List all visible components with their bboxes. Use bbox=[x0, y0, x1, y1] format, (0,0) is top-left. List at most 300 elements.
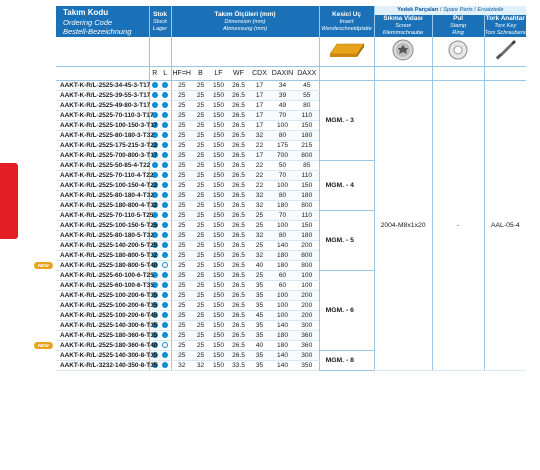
dim-b-cell: 25 bbox=[192, 111, 209, 121]
dim-hf-cell: 25 bbox=[171, 251, 192, 261]
dim-lf-cell: 150 bbox=[209, 311, 228, 321]
ordering-code bbox=[56, 321, 158, 331]
spare-parts-tr: Yedek Parçaları bbox=[397, 7, 439, 14]
col-header-lf: LF bbox=[209, 67, 228, 81]
in-stock-dot-icon bbox=[162, 82, 168, 88]
ordering-code bbox=[56, 361, 158, 371]
pin-image bbox=[432, 37, 484, 67]
dim-daxx-cell: 360 bbox=[295, 341, 319, 351]
dim-daxin-cell: 80 bbox=[270, 191, 295, 201]
screw-icon bbox=[390, 37, 416, 63]
col-header-r: R bbox=[149, 67, 160, 81]
ordering-code-text: AAKT-K-R/L-2525-700-800-3-T17 bbox=[60, 152, 158, 160]
dim-daxin-cell: 34 bbox=[270, 81, 295, 91]
dim-cdx-cell: 17 bbox=[249, 111, 270, 121]
tool-rows bbox=[38, 81, 526, 371]
dim-wf-cell: 26.5 bbox=[228, 121, 249, 131]
ordering-code bbox=[38, 261, 158, 271]
stock-l-cell bbox=[160, 81, 171, 91]
ordering-code-text: AAKT-K-R/L-2525-39-55-3-T17 bbox=[60, 92, 151, 100]
dim-hf-cell: 25 bbox=[171, 341, 192, 351]
dim-wf-cell: 26.5 bbox=[228, 291, 249, 301]
dim-daxx-cell: 360 bbox=[295, 331, 319, 341]
ordering-code-text: AAKT-K-R/L-2525-50-85-4-T22 bbox=[60, 162, 151, 170]
stock-r-cell bbox=[149, 161, 160, 171]
in-stock-dot-icon bbox=[162, 352, 168, 358]
spare-parts-en: Spare Parts bbox=[443, 7, 473, 14]
tool-spec-table bbox=[38, 6, 540, 371]
stock-l-cell bbox=[160, 321, 171, 331]
col-header-b: B bbox=[192, 67, 209, 81]
dim-wf-cell: 26.5 bbox=[228, 341, 249, 351]
dim-daxx-cell: 110 bbox=[295, 211, 319, 221]
dim-hf-cell: 25 bbox=[171, 171, 192, 181]
in-stock-dot-icon bbox=[162, 322, 168, 328]
dim-b-cell: 25 bbox=[192, 261, 209, 271]
ordering-code bbox=[56, 181, 158, 191]
dim-daxx-cell: 55 bbox=[295, 91, 319, 101]
dim-b-cell: 25 bbox=[192, 231, 209, 241]
pin-en: Stamp bbox=[449, 23, 467, 30]
dim-daxx-cell: 80 bbox=[295, 101, 319, 111]
dim-daxx-cell: 100 bbox=[295, 271, 319, 281]
dim-cdx-cell: 35 bbox=[249, 331, 270, 341]
dim-daxx-cell: 110 bbox=[295, 111, 319, 121]
stock-l-cell bbox=[160, 341, 171, 351]
ordering-code bbox=[56, 281, 154, 291]
dim-lf-cell: 150 bbox=[209, 151, 228, 161]
in-stock-dot-icon bbox=[152, 102, 158, 108]
dim-lf-cell: 150 bbox=[209, 191, 228, 201]
dim-wf-cell: 26.5 bbox=[228, 181, 249, 191]
dim-lf-cell: 150 bbox=[209, 161, 228, 171]
dim-hf-cell: 25 bbox=[171, 201, 192, 211]
ordering-code-header bbox=[56, 6, 149, 37]
key-en: Torx Key bbox=[494, 23, 517, 30]
dim-b-cell: 25 bbox=[192, 181, 209, 191]
ordering-code bbox=[56, 331, 158, 341]
ordering-code-text: AAKT-K-R/L-2525-34-45-3-T17 bbox=[60, 82, 151, 90]
dim-cdx-cell: 40 bbox=[249, 261, 270, 271]
dim-hf-cell: 25 bbox=[171, 161, 192, 171]
dim-wf-cell: 26.5 bbox=[228, 321, 249, 331]
dim-hf-cell: 25 bbox=[171, 141, 192, 151]
dim-daxx-cell: 350 bbox=[295, 361, 319, 371]
stock-l-cell bbox=[160, 351, 171, 361]
dim-daxx-cell: 800 bbox=[295, 151, 319, 161]
in-stock-dot-icon bbox=[162, 182, 168, 188]
stock-l-cell bbox=[160, 331, 171, 341]
stock-l-cell bbox=[160, 281, 171, 291]
ring-icon bbox=[445, 37, 471, 63]
dim-wf-cell: 26.5 bbox=[228, 221, 249, 231]
dim-lf-cell: 150 bbox=[209, 301, 228, 311]
dim-wf-cell: 26.5 bbox=[228, 201, 249, 211]
dim-daxin-cell: 60 bbox=[270, 281, 295, 291]
ordering-code-text: AAKT-K-R/L-2525-180-800-5-T32 bbox=[60, 252, 158, 260]
dim-cdx-cell: 35 bbox=[249, 321, 270, 331]
dim-daxx-cell: 215 bbox=[295, 141, 319, 151]
ordering-code bbox=[56, 171, 154, 181]
ordering-code-text: AAKT-K-R/L-2525-100-200-6-T35 bbox=[60, 302, 158, 310]
dim-hf-cell: 25 bbox=[171, 81, 192, 91]
dim-hf-cell: 25 bbox=[171, 211, 192, 221]
dim-daxin-cell: 70 bbox=[270, 211, 295, 221]
dim-daxx-cell: 150 bbox=[295, 221, 319, 231]
dim-b-cell: 25 bbox=[192, 291, 209, 301]
in-stock-dot-icon bbox=[152, 162, 158, 168]
screw-header bbox=[374, 15, 432, 37]
dim-cdx-cell: 22 bbox=[249, 181, 270, 191]
stock-l-cell bbox=[160, 131, 171, 141]
screw-de: Klemmschraube bbox=[382, 30, 424, 37]
dim-b-cell: 25 bbox=[192, 201, 209, 211]
dim-wf-cell: 26.5 bbox=[228, 301, 249, 311]
new-badge: NEW bbox=[34, 342, 53, 349]
dim-lf-cell: 150 bbox=[209, 91, 228, 101]
dim-cdx-cell: 22 bbox=[249, 161, 270, 171]
dim-lf-cell: 150 bbox=[209, 361, 228, 371]
section-tab-marker bbox=[0, 163, 18, 239]
in-stock-dot-icon bbox=[162, 172, 168, 178]
ordering-code bbox=[56, 291, 158, 301]
ordering-code-text: AAKT-K-R/L-2525-80-180-4-T32 bbox=[60, 192, 154, 200]
dim-lf-cell: 150 bbox=[209, 121, 228, 131]
dim-b-cell: 25 bbox=[192, 121, 209, 131]
dim-hf-cell: 25 bbox=[171, 101, 192, 111]
ordering-code bbox=[56, 151, 158, 161]
ordering-code bbox=[56, 161, 149, 171]
ordering-code bbox=[56, 301, 158, 311]
dim-daxin-cell: 180 bbox=[270, 251, 295, 261]
in-stock-dot-icon bbox=[162, 302, 168, 308]
insert-image bbox=[319, 37, 374, 67]
dim-hf-cell: 25 bbox=[171, 281, 192, 291]
dim-wf-cell: 26.5 bbox=[228, 81, 249, 91]
ordering-code-text: AAKT-K-R/L-2525-140-300-6-T35 bbox=[60, 322, 158, 330]
dim-daxx-cell: 300 bbox=[295, 351, 319, 361]
ordering-code-text: AAKT-K-R/L-2525-70-110-5-T25 bbox=[60, 212, 154, 220]
col-header-l: L bbox=[160, 67, 171, 81]
stock-l-cell bbox=[160, 111, 171, 121]
insert-header bbox=[319, 6, 374, 37]
dim-wf-cell: 26.5 bbox=[228, 241, 249, 251]
dim-lf-cell: 150 bbox=[209, 261, 228, 271]
dim-daxx-cell: 300 bbox=[295, 321, 319, 331]
in-stock-dot-icon bbox=[152, 92, 158, 98]
pin-de: Ring bbox=[452, 30, 464, 37]
in-stock-dot-icon bbox=[162, 212, 168, 218]
stock-header bbox=[149, 6, 171, 37]
dim-wf-cell: 26.5 bbox=[228, 141, 249, 151]
dim-lf-cell: 150 bbox=[209, 241, 228, 251]
dim-b-cell: 25 bbox=[192, 301, 209, 311]
dim-cdx-cell: 22 bbox=[249, 141, 270, 151]
col-header-pin bbox=[432, 67, 484, 81]
in-stock-dot-icon bbox=[162, 222, 168, 228]
dim-cdx-cell: 25 bbox=[249, 241, 270, 251]
dim-daxin-cell: 80 bbox=[270, 231, 295, 241]
in-stock-dot-icon bbox=[162, 272, 168, 278]
dim-hf-cell: 25 bbox=[171, 241, 192, 251]
in-stock-dot-icon bbox=[162, 362, 168, 368]
ordering-code-text: AAKT-K-R/L-2525-80-180-5-T32 bbox=[60, 232, 154, 240]
dim-daxx-cell: 150 bbox=[295, 121, 319, 131]
dim-daxx-cell: 200 bbox=[295, 311, 319, 321]
dim-lf-cell: 150 bbox=[209, 341, 228, 351]
stock-l-cell bbox=[160, 201, 171, 211]
ordering-code bbox=[56, 101, 149, 111]
dimension-header bbox=[171, 6, 319, 37]
in-stock-dot-icon bbox=[162, 282, 168, 288]
dim-lf-cell: 150 bbox=[209, 101, 228, 111]
dim-daxin-cell: 70 bbox=[270, 111, 295, 121]
dim-wf-cell: 26.5 bbox=[228, 231, 249, 241]
ordering-code-text: AAKT-K-R/L-2525-80-180-3-T32 bbox=[60, 132, 154, 140]
dim-wf-cell: 26.5 bbox=[228, 351, 249, 361]
dim-hf-cell: 25 bbox=[171, 191, 192, 201]
dim-lf-cell: 150 bbox=[209, 251, 228, 261]
dim-wf-cell: 26.5 bbox=[228, 111, 249, 121]
ordering-code-text: AAKT-K-R/L-2525-100-200-6-T45 bbox=[60, 312, 158, 320]
dim-wf-cell: 26.5 bbox=[228, 91, 249, 101]
dim-daxx-cell: 800 bbox=[295, 261, 319, 271]
in-stock-dot-icon bbox=[162, 102, 168, 108]
dim-daxx-cell: 180 bbox=[295, 231, 319, 241]
dim-daxin-cell: 49 bbox=[270, 101, 295, 111]
ordering-code-text: AAKT-K-R/L-2525-180-800-5-T40 bbox=[60, 262, 158, 270]
insert-en: Insert bbox=[339, 18, 354, 25]
column-header-row bbox=[56, 67, 526, 81]
dim-b-cell: 25 bbox=[192, 211, 209, 221]
spare-parts-de: Ersatzteile bbox=[477, 7, 504, 14]
dim-daxin-cell: 100 bbox=[270, 291, 295, 301]
dim-b-cell: 25 bbox=[192, 351, 209, 361]
ordering-code bbox=[56, 91, 149, 101]
ordering-code bbox=[56, 221, 158, 231]
stock-de: Lager bbox=[152, 25, 168, 32]
dim-daxin-cell: 140 bbox=[270, 321, 295, 331]
ordering-code bbox=[56, 241, 158, 251]
col-header-hf: HF=H bbox=[171, 67, 192, 81]
dim-daxin-cell: 100 bbox=[270, 181, 295, 191]
ordering-code bbox=[38, 341, 158, 351]
dim-hf-cell: 25 bbox=[171, 321, 192, 331]
dim-daxin-cell: 180 bbox=[270, 331, 295, 341]
dim-daxin-cell: 100 bbox=[270, 121, 295, 131]
col-header-wf: WF bbox=[228, 67, 249, 81]
col-header-daxin: DAXIN bbox=[270, 67, 295, 81]
dim-daxin-cell: 700 bbox=[270, 151, 295, 161]
dim-daxin-cell: 180 bbox=[270, 261, 295, 271]
dim-cdx-cell: 45 bbox=[249, 311, 270, 321]
on-order-ring-icon bbox=[162, 342, 168, 348]
dim-b-cell: 25 bbox=[192, 191, 209, 201]
col-header-code bbox=[56, 67, 149, 81]
ordering-code bbox=[56, 201, 158, 211]
ordering-code-text: AAKT-K-R/L-2525-180-800-4-T32 bbox=[60, 202, 158, 210]
dim-cdx-cell: 35 bbox=[249, 291, 270, 301]
dim-lf-cell: 150 bbox=[209, 281, 228, 291]
screw-part-value: 2004-M8x1x20 bbox=[374, 81, 432, 371]
in-stock-dot-icon bbox=[162, 162, 168, 168]
dim-b-cell: 25 bbox=[192, 101, 209, 111]
dim-daxin-cell: 140 bbox=[270, 361, 295, 371]
dim-lf-cell: 150 bbox=[209, 181, 228, 191]
ordering-code bbox=[56, 211, 154, 221]
ordering-code-text: AAKT-K-R/L-2525-180-360-6-T35 bbox=[60, 332, 158, 340]
ordering-code-text: AAKT-K-R/L-3232-140-350-8-T35 bbox=[60, 362, 158, 370]
dim-hf-cell: 25 bbox=[171, 91, 192, 101]
stock-l-cell bbox=[160, 271, 171, 281]
stock-l-cell bbox=[160, 251, 171, 261]
dim-hf-cell: 25 bbox=[171, 231, 192, 241]
dim-lf-cell: 150 bbox=[209, 211, 228, 221]
dim-daxx-cell: 85 bbox=[295, 161, 319, 171]
dim-cdx-cell: 17 bbox=[249, 121, 270, 131]
ordering-code-text: AAKT-K-R/L-2525-100-200-6-T35 bbox=[60, 292, 158, 300]
insert-icon bbox=[327, 40, 367, 60]
in-stock-dot-icon bbox=[162, 242, 168, 248]
dim-b-cell: 25 bbox=[192, 241, 209, 251]
dim-en: Dimension (mm) bbox=[224, 18, 266, 25]
dim-daxx-cell: 150 bbox=[295, 181, 319, 191]
dim-hf-cell: 25 bbox=[171, 291, 192, 301]
dim-wf-cell: 26.5 bbox=[228, 151, 249, 161]
pin-header bbox=[432, 15, 484, 37]
ordering-code-text: AAKT-K-R/L-2525-49-80-3-T17 bbox=[60, 102, 151, 110]
dim-cdx-cell: 35 bbox=[249, 281, 270, 291]
dim-daxx-cell: 110 bbox=[295, 171, 319, 181]
dim-hf-cell: 25 bbox=[171, 181, 192, 191]
dim-lf-cell: 150 bbox=[209, 81, 228, 91]
stock-l-cell bbox=[160, 301, 171, 311]
dim-b-cell: 25 bbox=[192, 221, 209, 231]
in-stock-dot-icon bbox=[162, 122, 168, 128]
key-header bbox=[484, 15, 540, 37]
dim-wf-cell: 26.5 bbox=[228, 171, 249, 181]
dim-daxin-cell: 50 bbox=[270, 161, 295, 171]
product-table-page bbox=[38, 6, 540, 371]
in-stock-dot-icon bbox=[162, 312, 168, 318]
dim-daxx-cell: 800 bbox=[295, 251, 319, 261]
insert-tr: Kesici Uç bbox=[332, 10, 361, 18]
dim-cdx-cell: 32 bbox=[249, 251, 270, 261]
in-stock-dot-icon bbox=[162, 292, 168, 298]
dim-daxx-cell: 45 bbox=[295, 81, 319, 91]
dim-daxin-cell: 140 bbox=[270, 351, 295, 361]
dim-wf-cell: 33.5 bbox=[228, 361, 249, 371]
stock-l-cell bbox=[160, 241, 171, 251]
dim-wf-cell: 26.5 bbox=[228, 331, 249, 341]
dim-hf-cell: 25 bbox=[171, 131, 192, 141]
col-header-daxx: DAXX bbox=[295, 67, 319, 81]
dim-daxx-cell: 180 bbox=[295, 191, 319, 201]
screw-image bbox=[374, 37, 432, 67]
in-stock-dot-icon bbox=[162, 332, 168, 338]
dim-hf-cell: 25 bbox=[171, 351, 192, 361]
dim-de: Abmessung (mm) bbox=[222, 25, 268, 32]
insert-group-label: MGM. - 3 bbox=[319, 81, 374, 161]
ordering-code bbox=[56, 191, 154, 201]
dim-wf-cell: 26.5 bbox=[228, 311, 249, 321]
ordering-code bbox=[56, 351, 158, 361]
ordering-code-text: AAKT-K-R/L-2525-70-110-4-T22 bbox=[60, 172, 154, 180]
dim-daxin-cell: 100 bbox=[270, 301, 295, 311]
in-stock-dot-icon bbox=[162, 252, 168, 258]
dim-hf-cell: 25 bbox=[171, 221, 192, 231]
col-header-cdx: CDX bbox=[249, 67, 270, 81]
dim-b-cell: 25 bbox=[192, 271, 209, 281]
stock-tr: Stok bbox=[153, 10, 167, 18]
ordering-code bbox=[56, 311, 158, 321]
stock-r-cell bbox=[149, 91, 160, 101]
dim-lf-cell: 150 bbox=[209, 271, 228, 281]
dim-daxin-cell: 70 bbox=[270, 171, 295, 181]
stock-l-cell bbox=[160, 171, 171, 181]
dim-daxin-cell: 100 bbox=[270, 221, 295, 231]
ordering-code bbox=[56, 251, 158, 261]
dim-hf-cell: 25 bbox=[171, 301, 192, 311]
stock-l-cell bbox=[160, 191, 171, 201]
stock-l-cell bbox=[160, 291, 171, 301]
dim-b-cell: 25 bbox=[192, 341, 209, 351]
insert-group-label: MGM. - 5 bbox=[319, 211, 374, 271]
dim-cdx-cell: 35 bbox=[249, 361, 270, 371]
col-header-insert bbox=[319, 67, 374, 81]
dim-cdx-cell: 25 bbox=[249, 211, 270, 221]
dim-b-cell: 25 bbox=[192, 281, 209, 291]
pin-part-value: - bbox=[432, 81, 484, 371]
dim-daxx-cell: 100 bbox=[295, 281, 319, 291]
stock-l-cell bbox=[160, 161, 171, 171]
screw-en: Screw bbox=[395, 23, 411, 30]
ordering-code-text: AAKT-K-R/L-2525-140-300-8-T35 bbox=[60, 352, 158, 360]
torx-key-icon bbox=[492, 37, 518, 63]
dim-daxx-cell: 180 bbox=[295, 131, 319, 141]
dim-wf-cell: 26.5 bbox=[228, 261, 249, 271]
stock-l-cell bbox=[160, 91, 171, 101]
ordering-code bbox=[56, 111, 154, 121]
dim-daxin-cell: 140 bbox=[270, 241, 295, 251]
ordering-code-text: AAKT-K-R/L-2525-100-150-3-T17 bbox=[60, 122, 158, 130]
stock-l-cell bbox=[160, 151, 171, 161]
ordering-code bbox=[56, 141, 158, 151]
dim-lf-cell: 150 bbox=[209, 351, 228, 361]
insert-group-label: MGM. - 8 bbox=[319, 351, 374, 371]
new-badge: NEW bbox=[34, 262, 53, 269]
code-title-de: Bestell-Bezeichnung bbox=[63, 26, 132, 36]
dim-wf-cell: 26.5 bbox=[228, 131, 249, 141]
dim-b-cell: 25 bbox=[192, 251, 209, 261]
dim-hf-cell: 25 bbox=[171, 331, 192, 341]
dim-daxin-cell: 60 bbox=[270, 271, 295, 281]
dim-cdx-cell: 35 bbox=[249, 301, 270, 311]
dim-hf-cell: 25 bbox=[171, 261, 192, 271]
dim-thumb-blank bbox=[171, 37, 319, 67]
dim-b-cell: 25 bbox=[192, 81, 209, 91]
ordering-code-text: AAKT-K-R/L-2525-100-150-5-T25 bbox=[60, 222, 158, 230]
dim-wf-cell: 26.5 bbox=[228, 101, 249, 111]
dim-cdx-cell: 32 bbox=[249, 231, 270, 241]
dim-wf-cell: 26.5 bbox=[228, 251, 249, 261]
dim-lf-cell: 150 bbox=[209, 331, 228, 341]
dim-daxx-cell: 800 bbox=[295, 201, 319, 211]
dim-wf-cell: 26.5 bbox=[228, 191, 249, 201]
stock-l-cell bbox=[160, 361, 171, 371]
code-thumb-blank bbox=[56, 37, 149, 67]
in-stock-dot-icon bbox=[162, 152, 168, 158]
